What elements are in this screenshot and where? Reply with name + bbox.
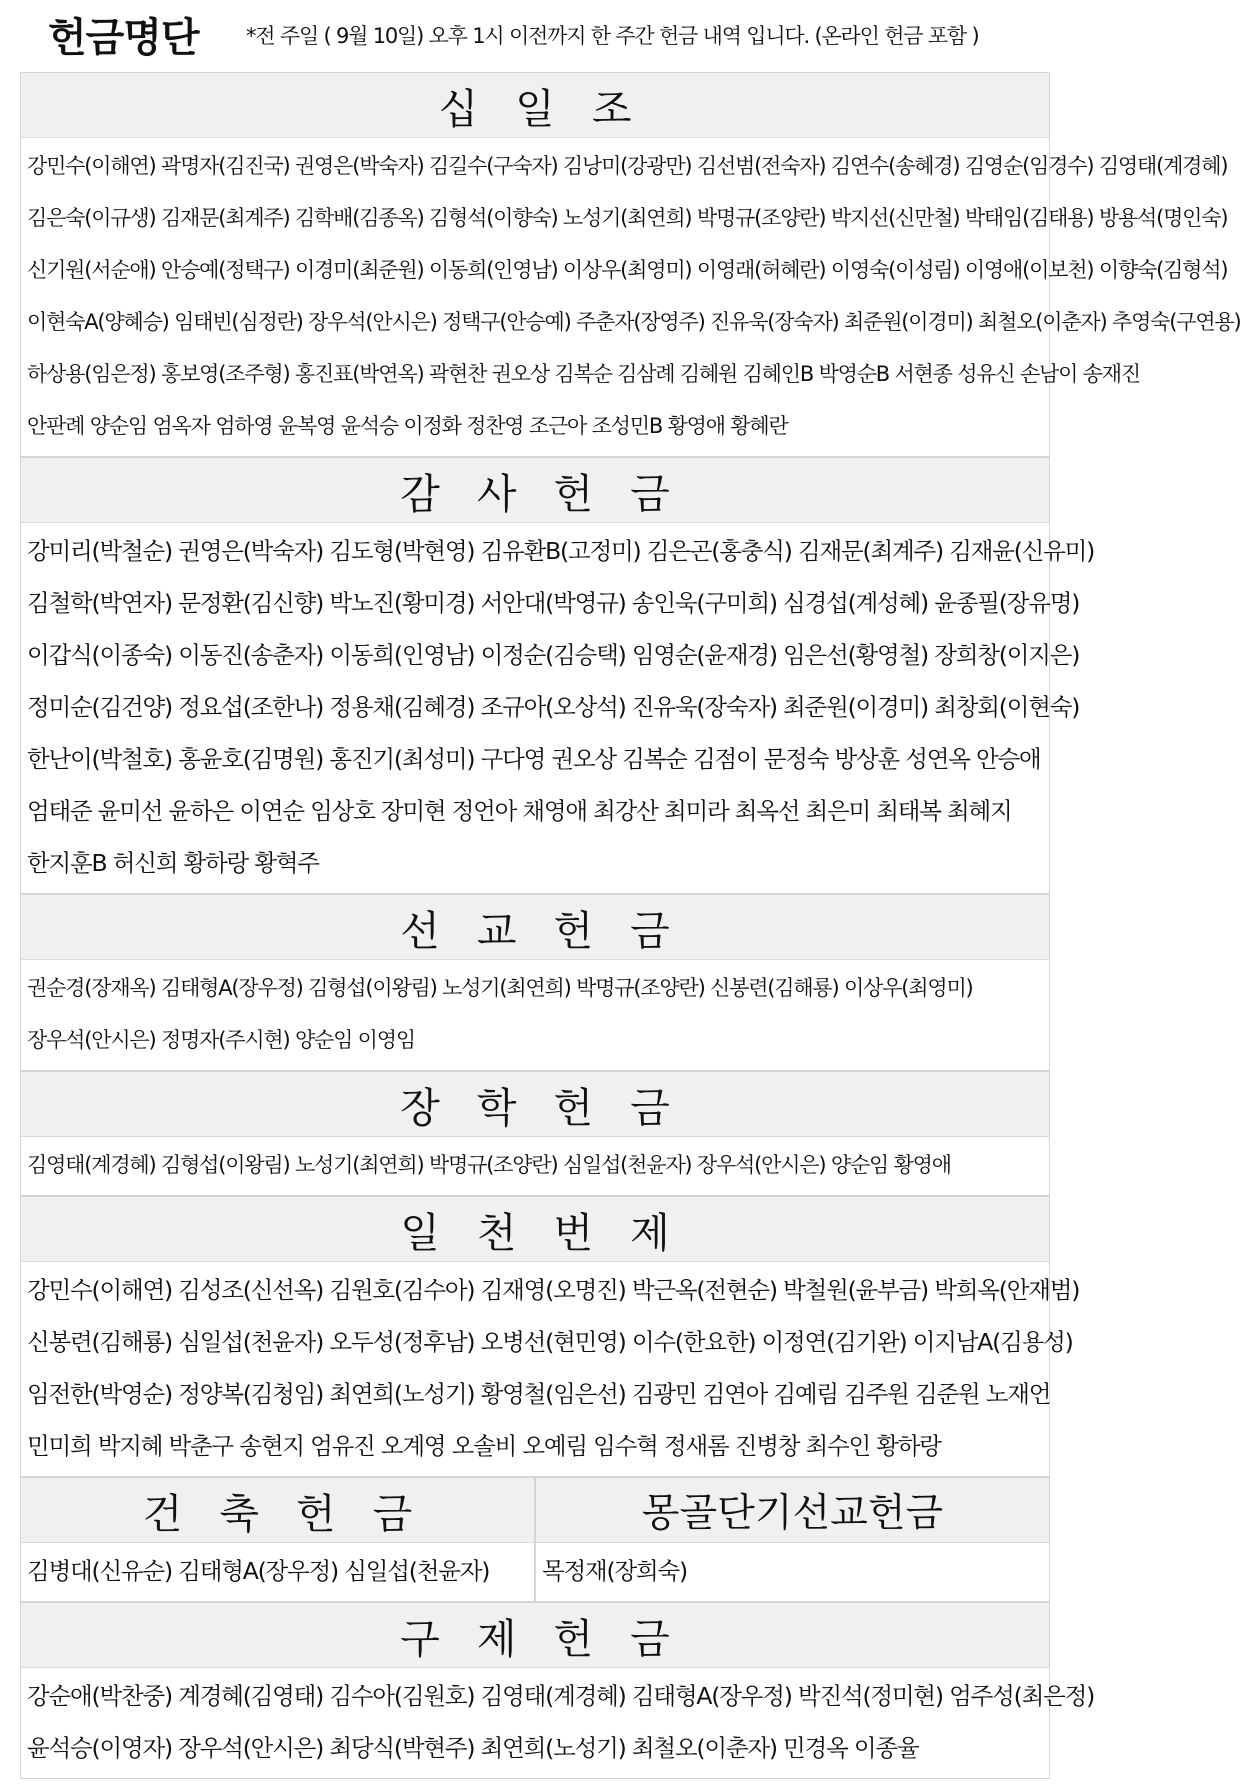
name-line: 엄태준 윤미선 윤하은 이연순 임상호 장미현 정언아 채영애 최강산 최미라 최옥선 최은미 최태복 최혜지 <box>27 797 1012 825</box>
section-body-building <box>20 1542 535 1602</box>
offering-board <box>20 72 1240 1779</box>
section-body-thousand-offering <box>20 1261 1080 1477</box>
header-note: *전 주일 ( 9월 10일) 오후 1시 이전까지 한 주간 헌금 내역 입니다. (온라인 헌금 포함 ) <box>246 24 979 48</box>
page-header <box>0 0 1058 70</box>
section-title-tithe: 십 일 조 <box>20 72 1050 137</box>
name-line: 장우석(안시은) 정명자(주시현) 양순임 이영임 <box>27 1028 415 1052</box>
name-line: 강민수(이해연) 김성조(신선옥) 김원호(김수아) 김재영(오명진) 박근옥(전현순) 박철원(윤부금) 박희옥(안재범) <box>27 1276 1080 1304</box>
section-title-thanksgiving: 감 사 헌 금 <box>20 457 1050 522</box>
page-title: 헌금명단 <box>48 15 199 61</box>
name-line: 한지훈B 허신희 황하랑 황혁주 <box>27 849 319 877</box>
name-line: 강순애(박찬중) 계경혜(김영태) 김수아(김원호) 김영태(계경혜) 김태형A(장우정) 박진석(정미현) 엄주성(최은정) <box>27 1682 1095 1710</box>
section-body-thanksgiving <box>20 522 1095 894</box>
section-body-mongolia-mission <box>535 1542 1050 1602</box>
name-line: 목정재(장희숙) <box>542 1557 687 1585</box>
name-line: 강미리(박철순) 권영은(박숙자) 김도형(박현영) 김유환B(고정미) 김은곤(홍충식) 김재문(최계주) 김재윤(신유미) <box>27 537 1095 565</box>
name-line: 김병대(신유순) 김태형A(장우정) 심일섭(천윤자) <box>27 1557 490 1585</box>
section-title-building: 건 축 헌 금 <box>20 1477 535 1542</box>
name-line: 안판례 양순임 엄옥자 엄하영 윤복영 윤석승 이정화 정찬영 조근아 조성민B 황영애 황혜란 <box>27 414 788 438</box>
section-title-relief: 구 제 헌 금 <box>20 1602 1050 1667</box>
section-body-scholarship <box>20 1136 1050 1196</box>
name-line: 한난이(박철호) 홍윤호(김명원) 홍진기(최성미) 구다영 권오상 김복순 김점이 문정숙 방상훈 성연옥 안승애 <box>27 745 1041 773</box>
name-line: 강민수(이해연) 곽명자(김진국) 권영은(박숙자) 김길수(구숙자) 김낭미(강광만) 김선범(전숙자) 김연수(송혜경) 김영순(임경수) 김영태(계경혜) <box>27 154 1228 178</box>
name-line: 신기원(서순애) 안승예(정택구) 이경미(최준원) 이동희(인영남) 이상우(최영미) 이영래(허혜란) 이영숙(이성림) 이영애(이보천) 이향숙(김형석) <box>27 258 1228 282</box>
name-line: 김영태(계경혜) 김형섭(이왕림) 노성기(최연희) 박명규(조양란) 심일섭(천윤자) 장우석(안시은) 양순임 황영애 <box>27 1153 951 1177</box>
name-line: 정미순(김건양) 정요섭(조한나) 정용채(김혜경) 조규아(오상석) 진유욱(장숙자) 최준원(이경미) 최창회(이현숙) <box>27 693 1080 721</box>
name-line: 하상용(임은정) 홍보영(조주형) 홍진표(박연옥) 곽현찬 권오상 김복순 김삼례 김혜원 김혜인B 박영순B 서현종 성유신 손남이 송재진 <box>27 362 1140 386</box>
mongolia-column <box>535 1477 1050 1602</box>
section-body-tithe <box>20 137 1240 457</box>
section-title-thousand-offering: 일 천 번 제 <box>20 1196 1050 1261</box>
split-row <box>20 1477 1050 1602</box>
section-title-mongolia-mission: 몽골단기선교헌금 <box>535 1477 1050 1542</box>
section-body-mission <box>20 959 1050 1071</box>
name-line: 윤석승(이영자) 장우석(안시은) 최당식(박현주) 최연희(노성기) 최철오(이춘자) 민경옥 이종율 <box>27 1734 919 1762</box>
section-title-scholarship: 장 학 헌 금 <box>20 1071 1050 1136</box>
section-body-relief <box>20 1667 1095 1779</box>
name-line: 김철학(박연자) 문정환(김신향) 박노진(황미경) 서안대(박영규) 송인욱(구미희) 심경섭(계성혜) 윤종필(장유명) <box>27 589 1080 617</box>
name-line: 임전한(박영순) 정양복(김청임) 최연희(노성기) 황영철(임은선) 김광민 김연아 김예림 김주원 김준원 노재언 <box>27 1380 1051 1408</box>
name-line: 이현숙A(양혜승) 임태빈(심정란) 장우석(안시은) 정택구(안승예) 주춘자(장영주) 진유욱(장숙자) 최준원(이경미) 최철오(이춘자) 추영숙(구연용) <box>27 310 1240 334</box>
building-column <box>20 1477 535 1602</box>
name-line: 권순경(장재옥) 김태형A(장우정) 김형섭(이왕림) 노성기(최연희) 박명규(조양란) 신봉련(김해룡) 이상우(최영미) <box>27 976 973 1000</box>
name-line: 신봉련(김해룡) 심일섭(천윤자) 오두성(정후남) 오병선(현민영) 이수(한요한) 이정연(김기완) 이지남A(김용성) <box>27 1328 1073 1356</box>
section-title-mission: 선 교 헌 금 <box>20 894 1050 959</box>
name-line: 김은숙(이규생) 김재문(최계주) 김학배(김종옥) 김형석(이향숙) 노성기(최연희) 박명규(조양란) 박지선(신만철) 박태임(김태용) 방용석(명인숙) <box>27 206 1228 230</box>
name-line: 이갑식(이종숙) 이동진(송춘자) 이동희(인영남) 이정순(김승택) 임영순(윤재경) 임은선(황영철) 장희창(이지은) <box>27 641 1080 669</box>
name-line: 민미희 박지혜 박춘구 송현지 엄유진 오계영 오솔비 오예림 임수혁 정새롬 진병창 최수인 황하랑 <box>27 1432 941 1460</box>
